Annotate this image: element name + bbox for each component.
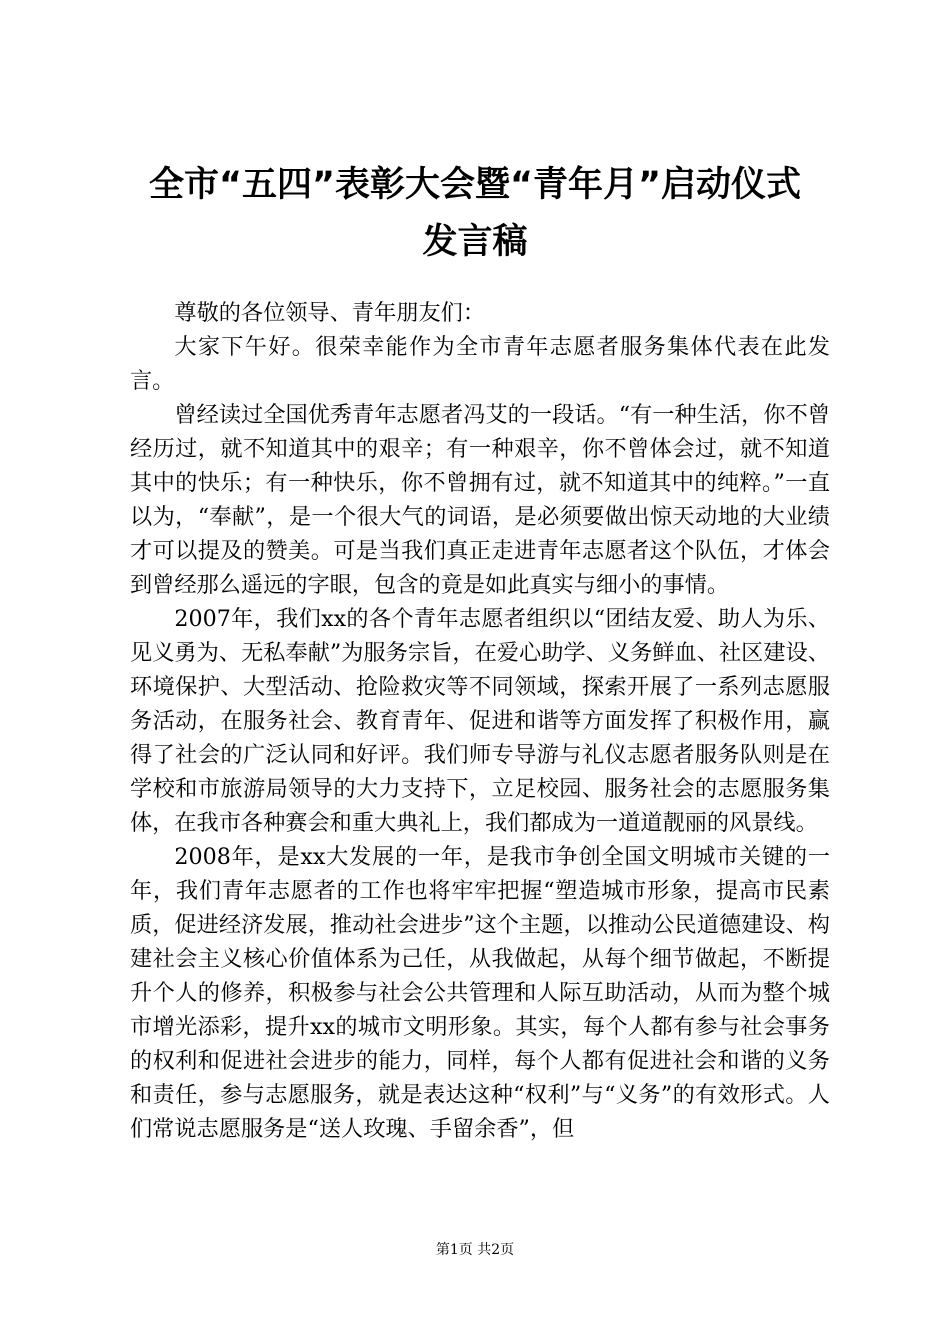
paragraph-2007: 2007年，我们xx的各个青年志愿者组织以“团结友爱、助人为乐、见义勇为、无私奉献”为服务宗旨，在爱心助学、义务鲜血、社区建设、环境保护、大型活动、抢险救灾等不同领域，探索开展了一系列志愿服务活动，在服务社会、教育青年、促进和谐等方面发挥了积极作用，赢得了社会的广泛认同和好评。我们师专导游与礼仪志愿者服务队则是在学校和市旅游局领导的大力支持下，立足校园、服务社会的志愿服务集体，在我市各种赛会和重大典礼上，我们都成为一道道靓丽的风景线。 — [130, 606, 830, 836]
page-number-footer: 第1页 共2页 — [435, 1242, 515, 1258]
paragraph-quote: 曾经读过全国优秀青年志愿者冯艾的一段话。“有一种生活，你不曾经历过，就不知道其中的艰辛；有一种艰辛，你不曾体会过，就不知道其中的快乐；有一种快乐，你不曾拥有过，就不知道其中的纯粹。”一直以为，“奉献”，是一个很大气的词语，是必须要做出惊天动地的大业绩才可以提及的赞美。可是当我们真正走进青年志愿者这个队伍，才体会到曾经那么遥远的字眼，包含的竟是如此真实与细小的事情。 — [130, 402, 830, 598]
paragraph-2008: 2008年，是xx大发展的一年，是我市争创全国文明城市关键的一年，我们青年志愿者的工作也将牢牢把握“塑造城市形象，提高市民素质，促进经济发展，推动社会进步”这个主题，以推动公民道德建设、构建社会主义核心价值体系为己任，从我做起，从每个细节做起，不断提升个人的修养，积极参与社会公共管理和人际互助活动，从而为整个城市增光添彩，提升xx的城市文明形象。其实，每个人都有参与社会事务的权利和促进社会进步的能力，同样，每个人都有促进社会和谐的义务和责任，参与志愿服务，就是表达这种“权利”与“义务”的有效形式。人们常说志愿服务是“送人玫瑰、手留余香”，但 — [130, 844, 830, 1142]
document-title-line1: 全市“五四”表彰大会暨“青年月”启动仪式 — [148, 165, 801, 205]
paragraph-greeting: 尊敬的各位领导、青年朋友们： — [174, 300, 486, 326]
document-title-line2: 发言稿 — [422, 222, 528, 262]
document-body — [130, 296, 830, 1146]
paragraph-intro: 大家下午好。很荣幸能作为全市青年志愿者服务集体代表在此发言。 — [130, 334, 830, 394]
